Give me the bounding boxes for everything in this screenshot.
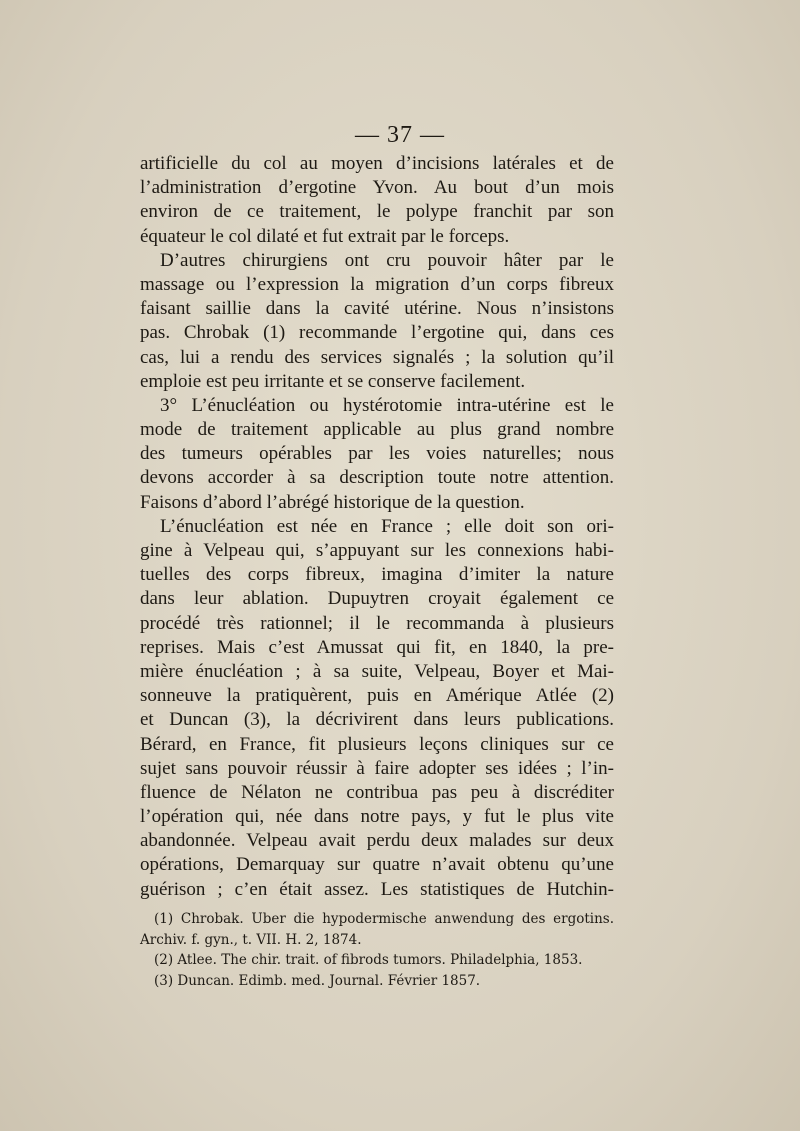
- text-line: cas, lui a rendu des services signalés ; la solution qu’il: [140, 346, 614, 368]
- text-line: massage ou l’expression la migration d’un corps fibreux: [140, 273, 614, 295]
- text-line: devons accorder à sa description toute notre attention.: [140, 467, 614, 489]
- text-line: fluence de Nélaton ne contribua pas peu à discréditer: [140, 781, 614, 803]
- footnote: (1) Chrobak. Uber die hypodermische anwendung des ergotins.: [154, 911, 614, 927]
- footnote: (3) Duncan. Edimb. med. Journal. Février 1857.: [154, 972, 481, 989]
- text-line: Bérard, en France, fit plusieurs leçons cliniques sur ce: [140, 733, 614, 755]
- body-text: [140, 152, 614, 902]
- text-line: L’énucléation est née en France ; elle doit son ori-: [160, 515, 614, 537]
- text-line: emploie est peu irritante et se conserve facilement.: [140, 370, 526, 392]
- text-line: environ de ce traitement, le polype franchit par son: [140, 201, 614, 223]
- text-line: faisant saillie dans la cavité utérine. Nous n’insistons: [140, 298, 614, 320]
- text-line: l’opération qui, née dans notre pays, y fut le plus vite: [140, 806, 614, 828]
- text-line: Faisons d’abord l’abrégé historique de la question.: [140, 491, 525, 513]
- text-line: sujet sans pouvoir réussir à faire adopter ses idées ; l’in-: [140, 757, 614, 779]
- text-line: 3° L’énucléation ou hystérotomie intra-utérine est le: [160, 394, 614, 416]
- text-line: pas. Chrobak (1) recommande l’ergotine qui, dans ces: [140, 322, 614, 344]
- page-number: — 37 —: [355, 122, 445, 148]
- footnote-continuation: Archiv. f. gyn., t. VII. H. 2, 1874.: [140, 931, 362, 948]
- text-line: opérations, Demarquay sur quatre n’avait obtenu qu’une: [140, 854, 614, 876]
- text-line: équateur le col dilaté et fut extrait par le forceps.: [140, 225, 510, 247]
- text-line: sonneuve la pratiquèrent, puis en Amérique Atlée (2): [140, 685, 614, 707]
- text-line: tuelles des corps fibreux, imagina d’imiter la nature: [140, 564, 614, 586]
- footnotes: [140, 909, 614, 991]
- text-line: abandonnée. Velpeau avait perdu deux malades sur deux: [140, 830, 614, 852]
- text-line: artificielle du col au moyen d’incisions latérales et de: [140, 153, 614, 174]
- text-line: reprises. Mais c’est Amussat qui fit, en 1840, la pre-: [140, 636, 614, 658]
- text-line: l’administration d’ergotine Yvon. Au bout d’un mois: [140, 177, 614, 199]
- text-line: guérison ; c’en était assez. Les statistiques de Hutchin-: [140, 878, 614, 900]
- text-line: des tumeurs opérables par les voies naturelles; nous: [140, 443, 614, 465]
- footnote: (2) Atlee. The chir. trait. of fibrods tumors. Philadelphia, 1853.: [154, 952, 583, 968]
- text-line: procédé très rationnel; il le recommanda à plusieurs: [140, 612, 614, 634]
- text-line: D’autres chirurgiens ont cru pouvoir hâter par le: [160, 249, 614, 271]
- text-line: mière énucléation ; à sa suite, Velpeau, Boyer et Mai-: [140, 660, 614, 682]
- text-line: mode de traitement applicable au plus grand nombre: [140, 419, 614, 441]
- text-line: dans leur ablation. Dupuytren croyait également ce: [140, 588, 614, 610]
- text-line: et Duncan (3), la décrivirent dans leurs publications.: [140, 709, 614, 731]
- text-line: gine à Velpeau qui, s’appuyant sur les connexions habi-: [140, 540, 614, 561]
